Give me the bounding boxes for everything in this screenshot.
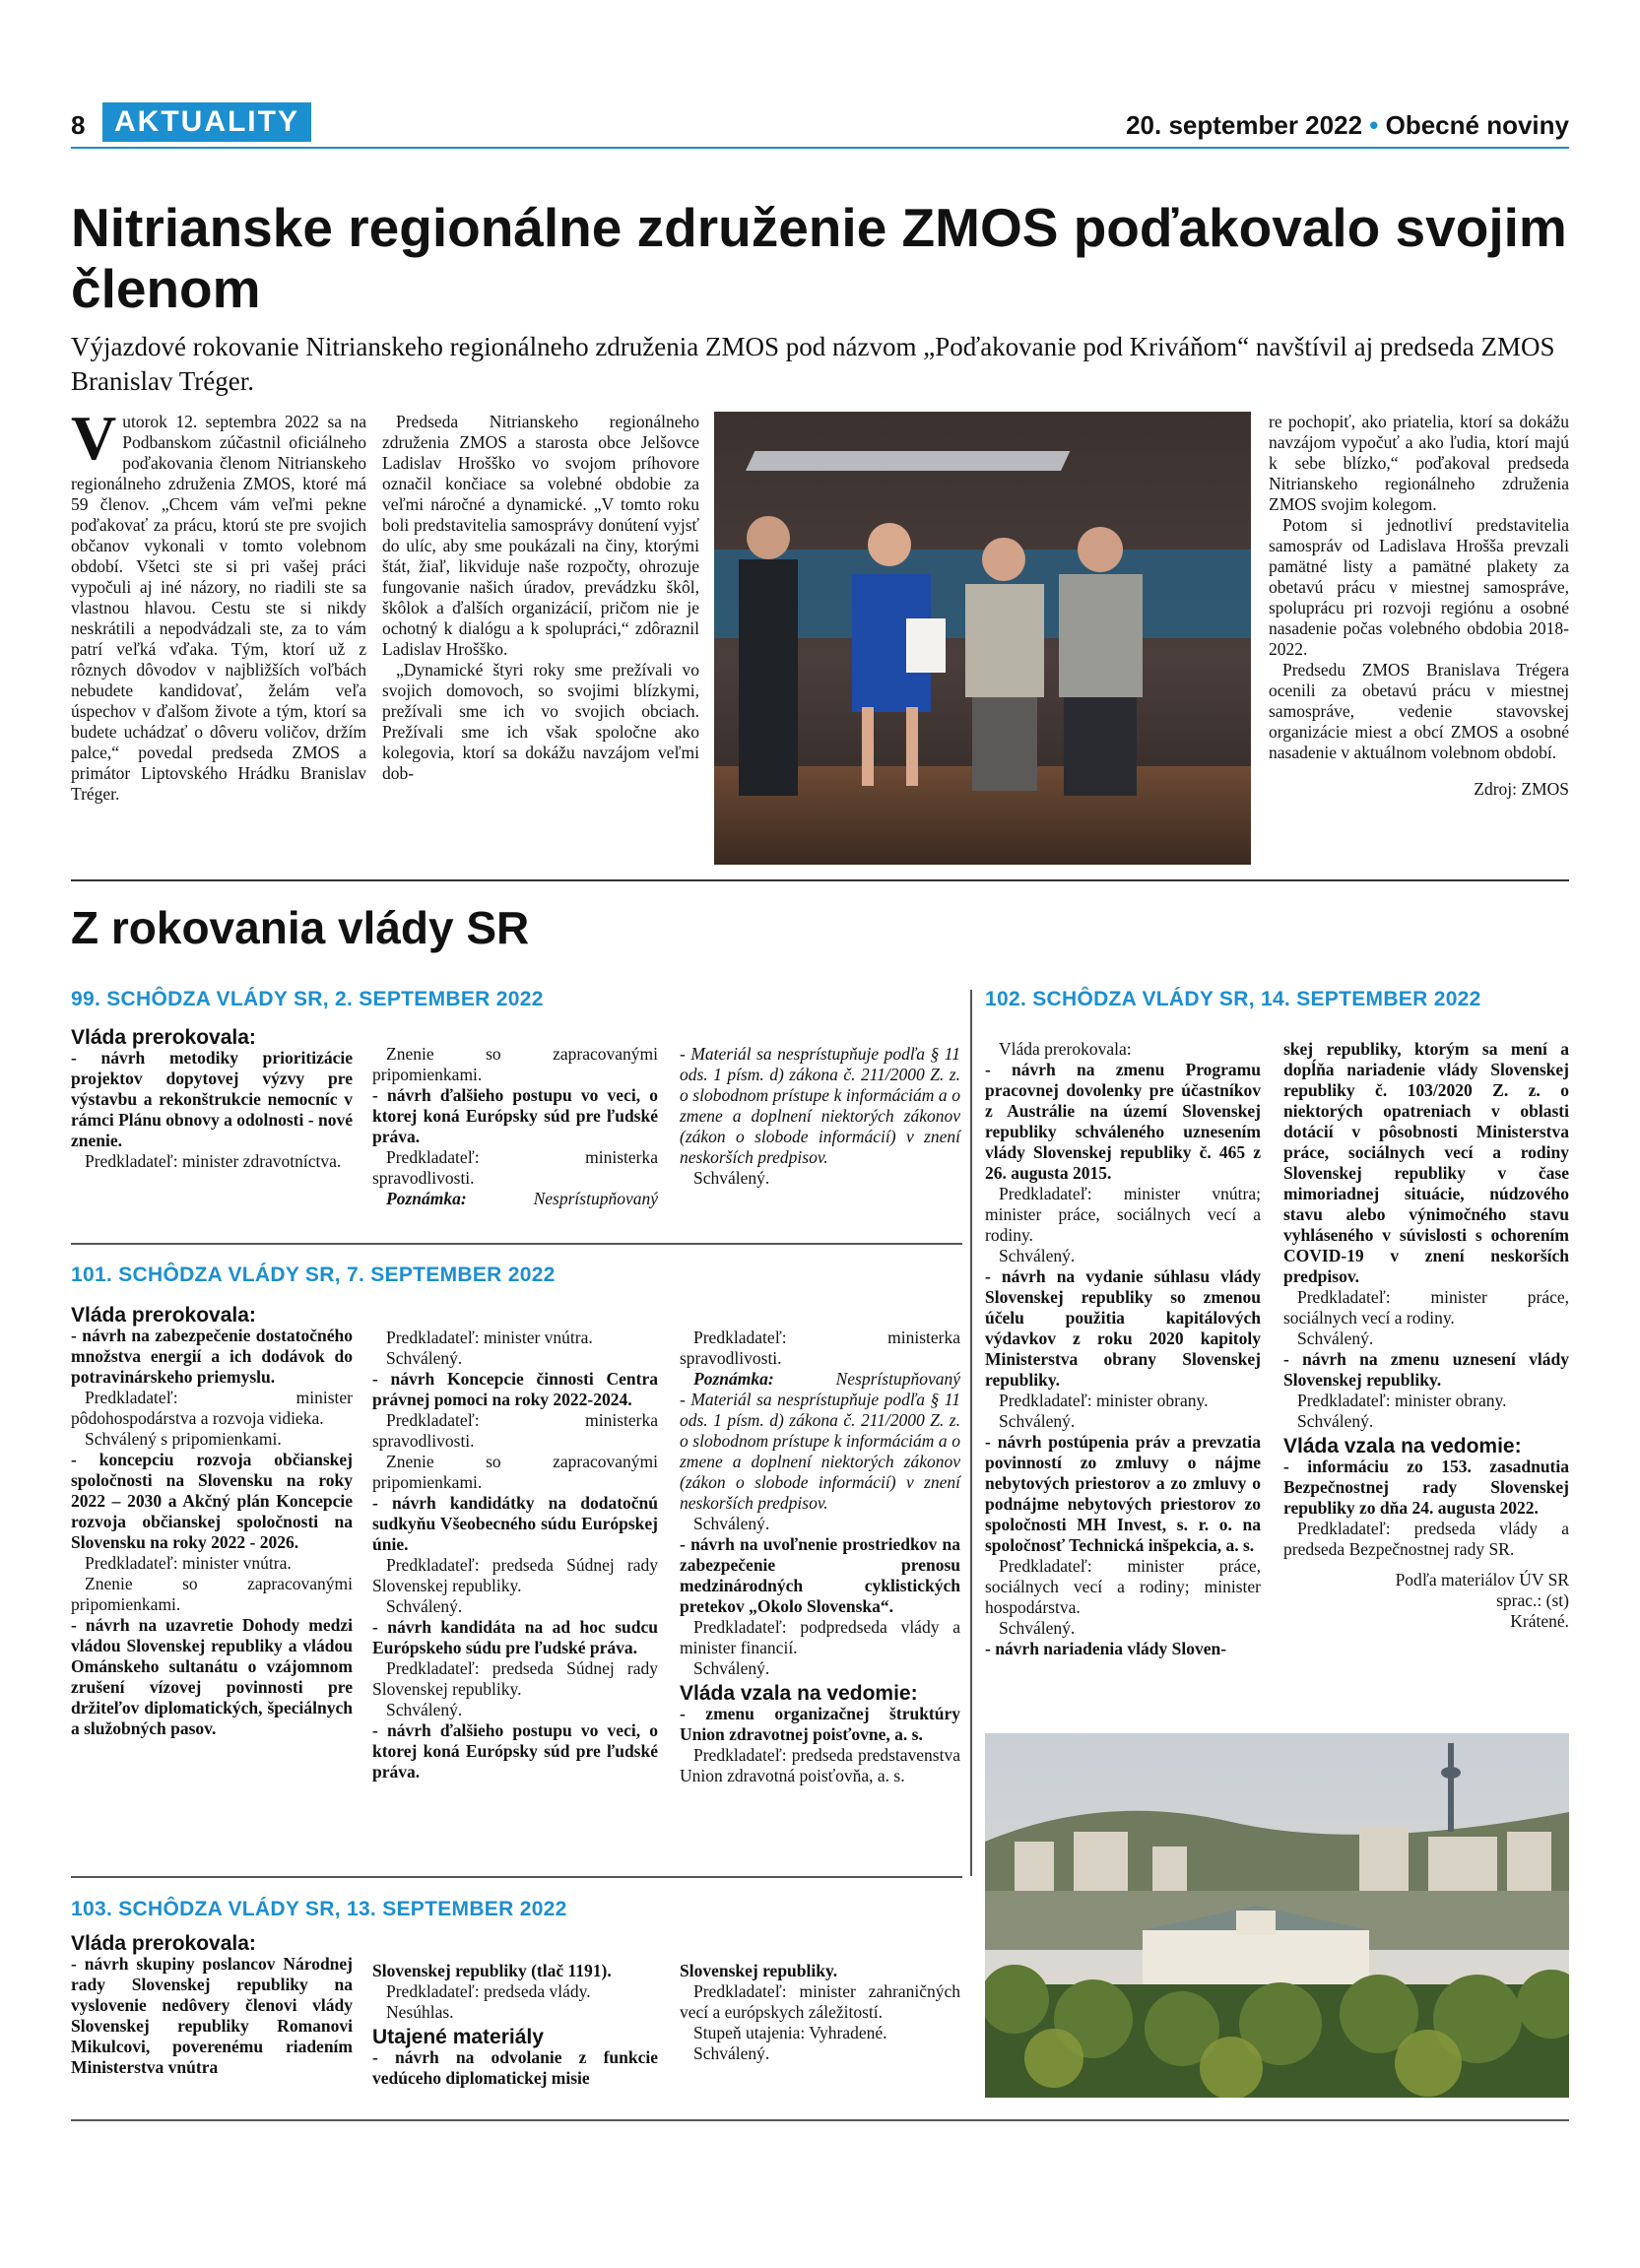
agenda-item: - návrh kandidáta na ad hoc sudcu Európskeho súdu pre ľudské práva. xyxy=(372,1617,658,1657)
submitter: Predkladateľ: minister pôdohospodárstva a rozvoja vidieka. xyxy=(71,1388,353,1428)
submitter: Predkladateľ: minister zdravotníctva. xyxy=(85,1151,342,1171)
status: Znenie so zapracovanými pripomienkami. xyxy=(71,1574,353,1614)
divider xyxy=(71,1243,962,1245)
submitter: Predkladateľ: predseda Súdnej rady Slovenskej republiky. xyxy=(372,1555,658,1595)
status: Schválený. xyxy=(999,1246,1076,1265)
sub-heading: Vláda prerokovala: xyxy=(71,1304,256,1327)
status: Schválený. xyxy=(693,2043,770,2063)
note-label: Poznámka: xyxy=(386,1189,467,1208)
section-headline: Z rokovania vlády SR xyxy=(71,902,530,953)
agenda-item: - návrh Koncepcie činnosti Centra právnej pomoci na roky 2022-2024. xyxy=(372,1369,658,1409)
status: Znenie so zapracovanými pripomienkami. xyxy=(372,1452,658,1492)
status: Schválený. xyxy=(386,1596,463,1616)
classification: Stupeň utajenia: Vyhradené. xyxy=(693,2023,887,2042)
status: Znenie so zapracovanými pripomienkami. xyxy=(372,1044,658,1084)
sub-heading: Vláda prerokovala: xyxy=(71,1932,256,1955)
agenda-item: - návrh na uzavretie Dohody medzi vládou Slovenskej republiky a vládou Ománskeho sultanátu o vzájomnom zrušení vízovej povinnosti pre držiteľov diplomatických, špeciálnych a služobných pasov. xyxy=(71,1615,353,1738)
divider xyxy=(71,1876,962,1878)
submitter: Predkladateľ: predseda vlády. xyxy=(386,1981,591,2001)
session-101-column-1 xyxy=(71,1305,353,1739)
bottom-rule xyxy=(71,2119,1569,2121)
status: Schválený. xyxy=(693,1514,770,1533)
session-103-column-2 xyxy=(372,1961,658,2089)
issue-date: 20. september 2022 xyxy=(1126,110,1363,140)
note-text: Nesprístupňovaný xyxy=(835,1369,960,1389)
agenda-item: - návrh postúpenia práv a prevzatia povinností zo zmluvy o nájme nebytových priestorov a zo zmluvy o podnájme nebytových priestorov zo spoločnosti MH Invest, s. r. o. na spoločnosť Technická inšpekcia, a. s. xyxy=(985,1432,1261,1555)
sub-heading: Vláda prerokovala: xyxy=(999,1039,1132,1059)
submitter: Predkladateľ: ministerka spravodlivosti. xyxy=(372,1147,658,1188)
status: Nesúhlas. xyxy=(386,2002,454,2022)
photo-illustration xyxy=(714,412,1251,865)
submitter: Predkladateľ: minister práce, sociálnych vecí a rodiny. xyxy=(1283,1287,1569,1328)
note xyxy=(372,1189,658,1209)
column-1-text: utorok 12. septembra 2022 sa na Podbanskom zúčastnil oficiálneho poďakovania členom Nitrianskeho regionálneho združenia ZMOS, ktoré má 59 členov. „Chcem vám veľmi pekne poďakovať za prácu, ktorú ste pre svojich občanov vykonali v tomto volebnom období. Všetci ste si pri vašej práci vypočuli aj iné názory, no riadili ste sa vlastnou hlavou. Cestu ste si nikdy neskrátili a nepodvádzali ste, za to vám patrí veľká vďaka. Tým, ktorí už z rôznych dôvodov v najbližších voľbách nebudete kandidovať, želám veľa úspechov v ďalšom živote a tým, ktorí sa budete uchádzať o dôveru voličov, držím palce,“ povedal predseda ZMOS a primátor Liptovského Hrádku Branislav Tréger. xyxy=(71,412,366,804)
sub-heading: Vláda prerokovala: xyxy=(71,1026,256,1049)
submitter: Predkladateľ: minister zahraničných vecí a európskych záležitostí. xyxy=(680,1981,960,2022)
article-column-1 xyxy=(71,403,366,805)
submitter: Predkladateľ: predseda Súdnej rady Slovenskej republiky. xyxy=(372,1658,658,1699)
status: Schválený. xyxy=(1297,1328,1374,1348)
submitter: Predkladateľ: minister obrany. xyxy=(999,1391,1209,1410)
sub-heading: Vláda vzala na vedomie: xyxy=(1283,1435,1522,1458)
submitter: Predkladateľ: ministerka spravodlivosti. xyxy=(680,1328,960,1368)
agenda-item: - návrh na vydanie súhlasu vlády Slovenskej republiky so zmenou účelu použitia kapitálových výdavkov z roku 2020 kapitoly Ministerstva obrany Slovenskej republiky. xyxy=(985,1266,1261,1390)
session-102-heading: 102. SCHÔDZA VLÁDY SR, 14. SEPTEMBER 2022 xyxy=(985,988,1481,1010)
submitter: Predkladateľ: ministerka spravodlivosti. xyxy=(372,1410,658,1451)
article-column-2 xyxy=(382,412,699,784)
column-2-paragraph: „Dynamické štyri roky sme prežívali vo svojich domovoch, so svojimi blízkymi, prežívali sme ich vo svojich obciach. Prežívali sme ich však spoločne ako kolegovia, ktorí sa dokážu navzájom veľmi dob- xyxy=(382,660,699,783)
sub-heading: Vláda vzala na vedomie: xyxy=(680,1682,918,1705)
submitter: Predkladateľ: minister vnútra. xyxy=(85,1553,292,1573)
session-99-column-2 xyxy=(372,1044,658,1209)
note-text: Nesprístupňovaný xyxy=(533,1189,658,1208)
photo-award-ceremony xyxy=(714,412,1251,865)
status: Schválený. xyxy=(999,1618,1076,1638)
status: Schválený. xyxy=(999,1411,1076,1431)
agenda-item: - návrh ďalšieho postupu vo veci, o ktorej koná Európsky súd pre ľudské práva. xyxy=(372,1085,658,1146)
submitter: Predkladateľ: minister vnútra. xyxy=(386,1328,593,1347)
column-2-paragraph: Predseda Nitrianskeho regionálneho združenia ZMOS a starosta obce Jelšovce Ladislav Hrošško vo svojom príhovore označil končiace sa volebné obdobie za veľmi náročné a dynamické. „V tomto roku boli predstavitelia samosprávy donútení vyjsť do ulíc, aby sme poukázali na činy, ktorými štát, žiaľ, likviduje naše rozpočty, ohrozuje fungovanie našich úradov, prevádzku škôl, škôlok a ďalších organizácií, pričom nie je ochotný k dialógu a k spolupráci,“ zdôraznil Ladislav Hrošško. xyxy=(382,412,699,659)
article-lead: Výjazdové rokovanie Nitrianskeho regionálneho združenia ZMOS pod názvom „Poďakovanie pod Kriváňom“ navštívil aj predseda ZMOS Branislav Tréger. xyxy=(71,332,1555,396)
note xyxy=(680,1369,960,1390)
session-101-column-2 xyxy=(372,1328,658,1782)
session-101-heading: 101. SCHÔDZA VLÁDY SR, 7. SEPTEMBER 2022 xyxy=(71,1264,556,1286)
drop-cap: V xyxy=(71,403,117,473)
submitter: Predkladateľ: minister práce, sociálnych vecí a rodiny; minister hospodárstva. xyxy=(985,1556,1261,1617)
photo-illustration xyxy=(985,1733,1569,2098)
sub-heading: Utajené materiály xyxy=(372,2026,544,2048)
issue-info xyxy=(1126,110,1569,141)
column-3-paragraph: re pochopiť, ako priatelia, ktorí sa dokážu navzájom vypočuť a ako ľudia, ktorí majú k sebe blízko,“ poďakoval predseda Nitrianskeho regionálneho združenia ZMOS svojim kolegom. xyxy=(1269,412,1569,514)
page-number: 8 xyxy=(71,110,86,140)
note-label: Poznámka: xyxy=(693,1369,774,1389)
agenda-item: - návrh skupiny poslancov Národnej rady Slovenskej republiky na vyslovenie nedôvery členovi vlády Slovenskej republiky Romanovi Mikulcovi, poverenému riadením Ministerstva vnútra xyxy=(71,1954,353,2077)
newspaper-name: Obecné noviny xyxy=(1385,110,1569,140)
agenda-item: - návrh nariadenia vlády Sloven- xyxy=(985,1639,1227,1658)
submitter: Predkladateľ: predseda vlády a predseda Bezpečnostnej rady SR. xyxy=(1283,1519,1569,1559)
agenda-item: - návrh na zmenu Programu pracovnej dovolenky pre účastníkov z Austrálie na území Slovenskej republiky schváleného uznesením vlády Slovenskej republiky č. 465 z 26. augusta 2015. xyxy=(985,1060,1261,1183)
status: Schválený. xyxy=(386,1700,463,1719)
photo-government-building xyxy=(985,1733,1569,2098)
article-headline: Nitrianske regionálne združenie ZMOS poďakovalo svojim členom xyxy=(71,197,1567,319)
submitter: Predkladateľ: podpredseda vlády a minister financií. xyxy=(680,1617,960,1657)
column-3-paragraph: Potom si jednotliví predstavitelia samospráv od Ladislava Hrošša prevzali pamätné listy a pamätné plakety za obetavú prácu v miestnej samospráve, spoluprácu pri rozvoji regiónu a osobné nasadenie počas volebného obdobia 2018-2022. xyxy=(1269,515,1569,659)
abridged-note: Krátené. xyxy=(1510,1611,1569,1631)
agenda-item: - návrh metodiky prioritizácie projektov dopytovej výzvy pre výstavbu a rekonštrukcie nemocníc v rámci Plánu obnovy a odolnosti - nové znenie. xyxy=(71,1048,353,1150)
section-label: AKTUALITY xyxy=(102,102,311,142)
agenda-item: Slovenskej republiky. xyxy=(680,1961,838,1980)
agenda-item: - zmenu organizačnej štruktúry Union zdravotnej poisťovne, a. s. xyxy=(680,1704,960,1744)
status: Schválený. xyxy=(386,1348,463,1368)
submitter: Predkladateľ: predseda predstavenstva Union zdravotná poisťovňa, a. s. xyxy=(680,1745,960,1785)
article-column-3 xyxy=(1269,412,1569,800)
session-99-heading: 99. SCHÔDZA VLÁDY SR, 2. SEPTEMBER 2022 xyxy=(71,988,544,1010)
status: Schválený s pripomienkami. xyxy=(85,1429,282,1449)
status: Schválený. xyxy=(693,1658,770,1678)
note-detail: - Materiál sa nesprístupňuje podľa § 11 ods. 1 písm. d) zákona č. 211/2000 Z. z. o slobodnom prístupe k informáciám a o zmene a doplnení niektorých zákonov (zákon o slobode informácií) v znení neskorších predpisov. xyxy=(680,1044,960,1167)
submitter: Predkladateľ: minister obrany. xyxy=(1297,1391,1507,1410)
session-102-column-1 xyxy=(985,1039,1261,1659)
agenda-item: Slovenskej republiky (tlač 1191). xyxy=(372,1961,612,1980)
agenda-item: - návrh kandidátky na dodatočnú sudkyňu Všeobecného súdu Európskej únie. xyxy=(372,1493,658,1554)
agenda-item: - koncepciu rozvoja občianskej spoločnosti na Slovensku na roky 2022 – 2030 a Akčný plán Koncepcie rozvoja občianskej spoločnosti na Slovensku na roky 2022 - 2026. xyxy=(71,1450,353,1552)
note-detail: - Materiál sa nesprístupňuje podľa § 11 ods. 1 písm. d) zákona č. 211/2000 Z. z. o slobodnom prístupe k informáciám a o zmene a doplnení niektorých zákonov (zákon o slobode informácií) v znení neskorších predpisov. xyxy=(680,1390,960,1513)
session-99-column-1 xyxy=(71,1027,353,1172)
agenda-item: - návrh na uvoľnenie prostriedkov na zabezpečenie prenosu medzinárodných cyklistických pretekov „Okolo Slovenska“. xyxy=(680,1534,960,1616)
session-101-column-3 xyxy=(680,1328,960,1786)
agenda-item: - informáciu zo 153. zasadnutia Bezpečnostnej rady Slovenskej republiky zo dňa 24. augusta 2022. xyxy=(1283,1457,1569,1518)
status: Schválený. xyxy=(1297,1411,1374,1431)
separator-dot: • xyxy=(1369,110,1379,140)
session-99-column-3 xyxy=(680,1044,960,1189)
editor-line: sprac.: (st) xyxy=(1496,1590,1569,1610)
header-rule xyxy=(71,147,1569,149)
status: Schválený. xyxy=(693,1168,770,1188)
column-3-paragraph: Predsedu ZMOS Branislava Trégera ocenili za obetavú prácu v miestnej samospráve, vedenie stavovskej organizácie miest a obcí ZMOS a osobné nasadenie v aktuálnom volebnom období. xyxy=(1269,660,1569,762)
source-line: Podľa materiálov ÚV SR xyxy=(1395,1570,1569,1589)
agenda-item: - návrh ďalšieho postupu vo veci, o ktorej koná Európsky súd pre ľudské práva. xyxy=(372,1720,658,1782)
submitter: Predkladateľ: minister vnútra; minister práce, sociálnych vecí a rodiny. xyxy=(985,1184,1261,1245)
agenda-item: - návrh na zmenu uznesení vlády Slovenskej republiky. xyxy=(1283,1349,1569,1390)
session-102-column-2 xyxy=(1283,1039,1569,1632)
column-divider xyxy=(970,990,972,1876)
session-103-column-1 xyxy=(71,1933,353,2078)
agenda-item: skej republiky, ktorým sa mení a dopĺňa nariadenie vlády Slovenskej republiky č. 103/2020 Z. z. o niektorých opatreniach v oblasti dotácií v pôsobnosti Ministerstva práce, sociálnych vecí a rodiny Slovenskej republiky v čase mimoriadnej situácie, núdzového stavu alebo výnimočného stavu vyhláseného v súvislosti s ochorením COVID-19 v znení neskorších predpisov. xyxy=(1283,1039,1569,1286)
agenda-item: - návrh na zabezpečenie dostatočného množstva energií a ich dodávok do potravinárskeho priemyslu. xyxy=(71,1326,353,1387)
session-103-heading: 103. SCHÔDZA VLÁDY SR, 13. SEPTEMBER 2022 xyxy=(71,1898,567,1920)
section-divider xyxy=(71,879,1569,881)
agenda-item: - návrh na odvolanie z funkcie vedúceho diplomatickej misie xyxy=(372,2047,658,2088)
session-103-column-3 xyxy=(680,1961,960,2064)
article-source: Zdroj: ZMOS xyxy=(1474,779,1569,799)
